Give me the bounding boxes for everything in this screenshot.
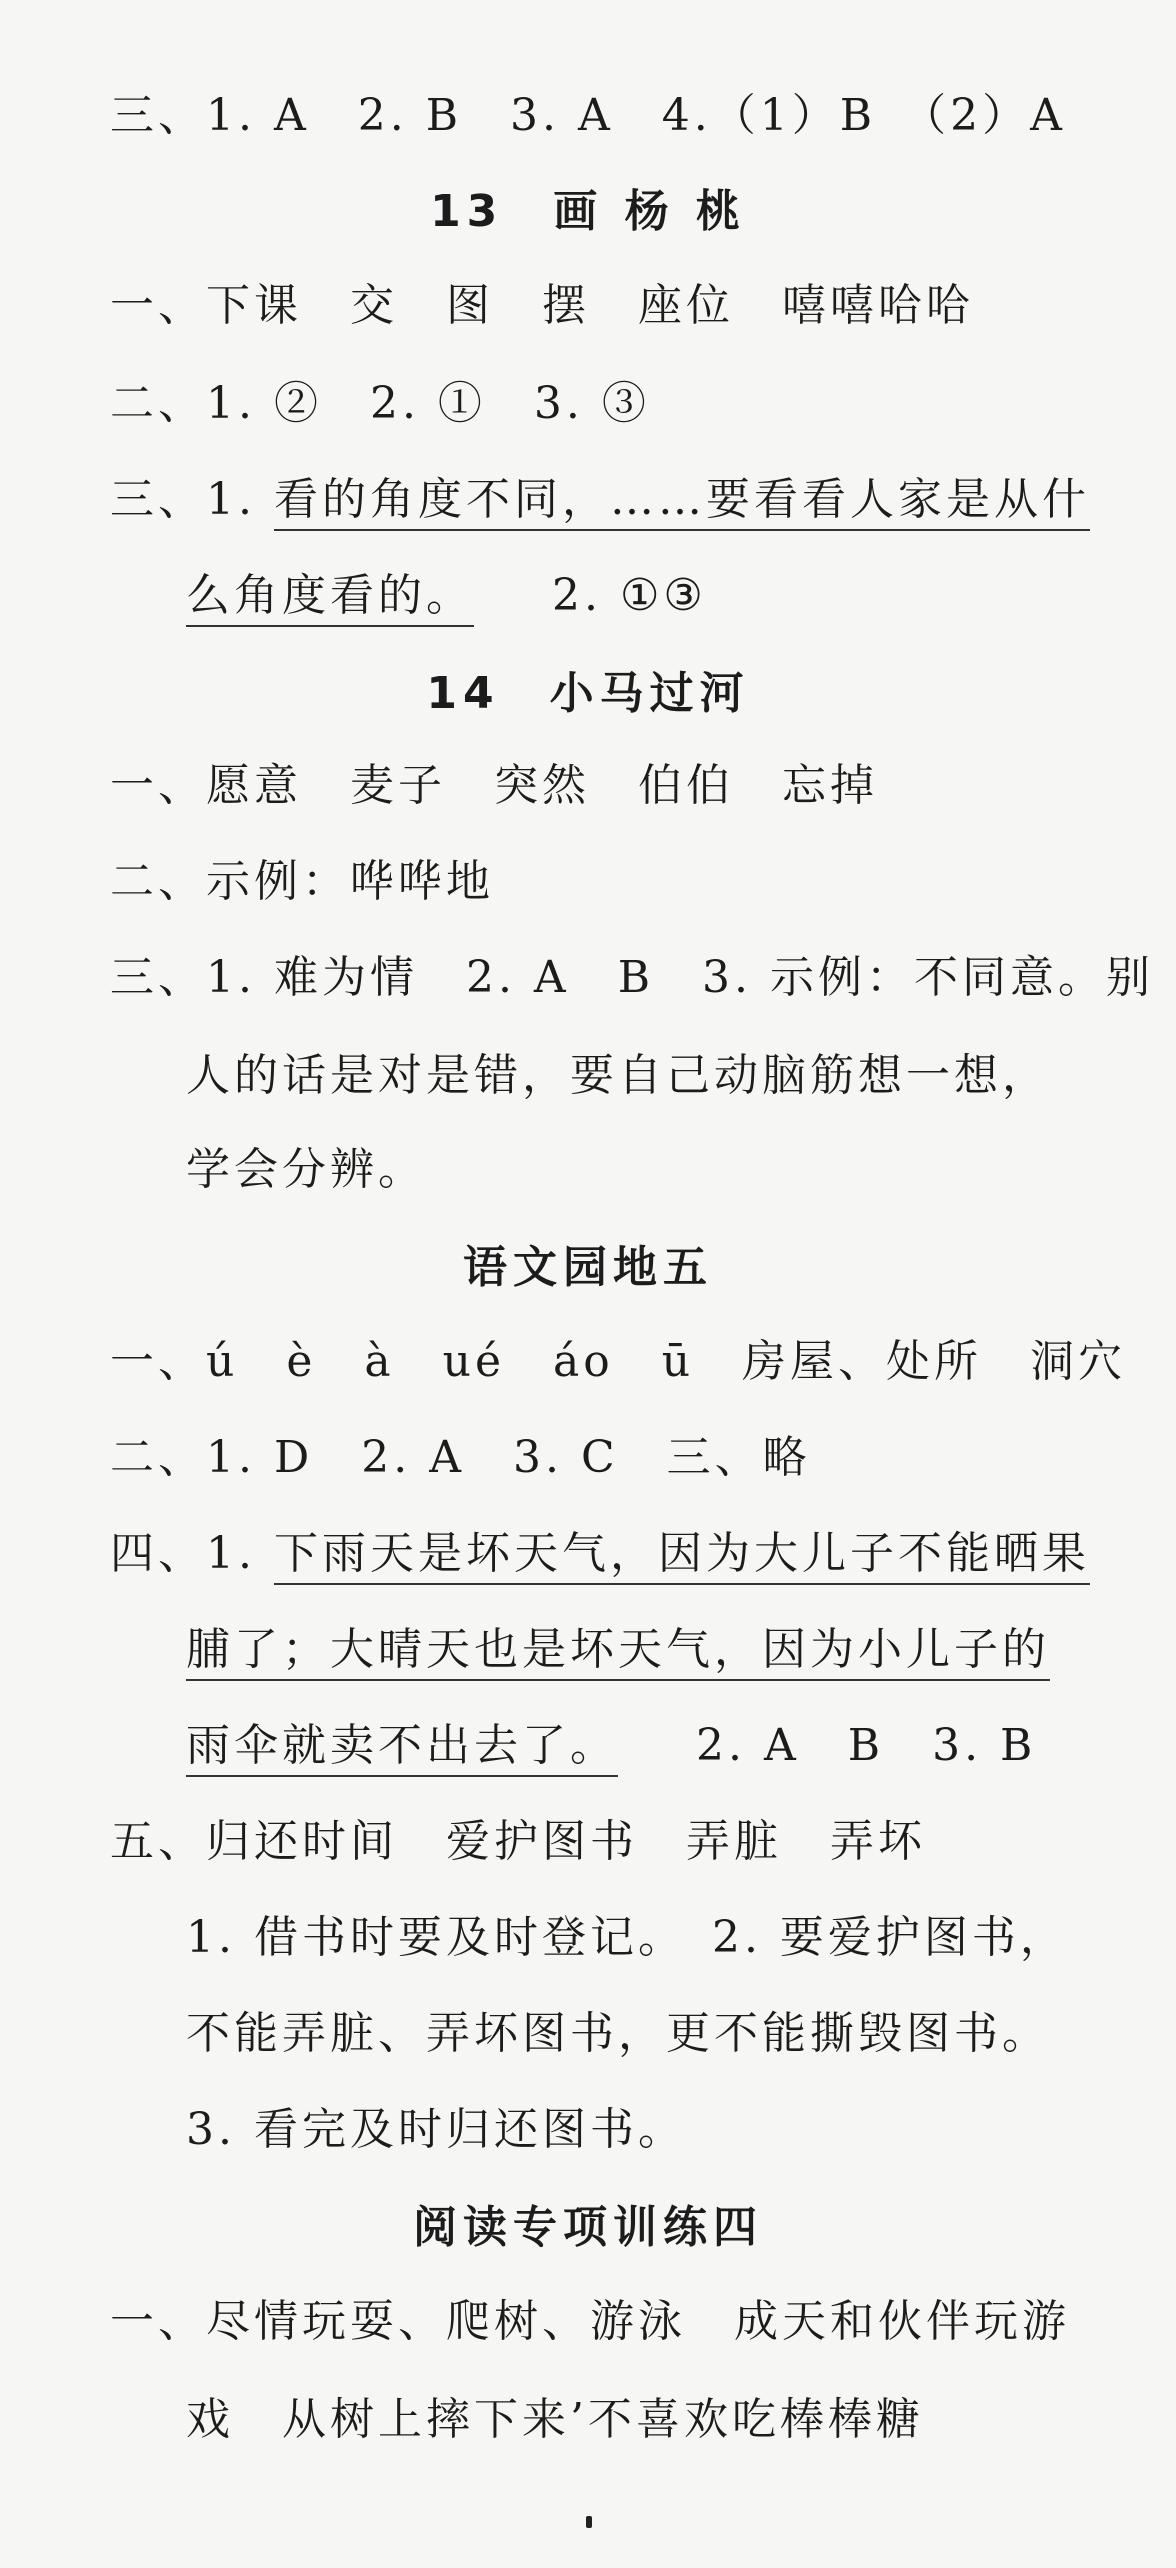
section-title-13: 13 画 杨 桃 (430, 186, 746, 237)
answer-line (186, 1620, 1176, 1680)
answer-line: 四、1. 下雨天是坏天气，因为大儿子不能晒果 (110, 1524, 1176, 1584)
answer-line: 一、愿意 麦子 突然 伯伯 忘掉 (110, 760, 878, 811)
answer-line: 三、1. 难为情 2. A B 3. 示例：不同意。别 (110, 952, 1155, 1003)
answer-line: 三、1. A 2. B 3. A 4.（1）B （2）A (110, 90, 1066, 141)
answer-line: 么角度看的。 2. ①③ (186, 566, 1176, 626)
section-title-unit5: 语文园地五 (463, 1242, 713, 1293)
page-mark (586, 2516, 592, 2528)
underlined-text: 脯了；大晴天也是坏天气，因为小儿子的 (186, 1624, 1050, 1681)
answer-line: 三、1. 看的角度不同，……要看看人家是从什 (110, 470, 1176, 530)
answer-line: 3. 看完及时归还图书。 (186, 2104, 686, 2155)
answer-line: 学会分辨。 (186, 1144, 426, 1195)
answer-line: 二、1. D 2. A 3. C 三、略 (110, 1432, 811, 1483)
underlined-text: 下雨天是坏天气，因为大儿子不能晒果 (274, 1528, 1090, 1585)
section-title-reading4: 阅读专项训练四 (413, 2202, 763, 2253)
answer-line: 一、下课 交 图 摆 座位 嘻嘻哈哈 (110, 280, 974, 331)
underlined-text: 看的角度不同，……要看看人家是从什 (274, 474, 1090, 531)
answer-line: 五、归还时间 爱护图书 弄脏 弄坏 (110, 1816, 926, 1867)
answer-line: 戏 从树上摔下来’不喜欢吃棒棒糖 (186, 2394, 924, 2445)
answer-line: 一、ú è à ué áo ū 房屋、处所 洞穴 (110, 1336, 1127, 1387)
answer-line: 二、1. ② 2. ① 3. ③ (110, 378, 650, 429)
answer-line: 不能弄脏、弄坏图书，更不能撕毁图书。 (186, 2008, 1050, 2059)
section-title-14: 14 小马过河 (426, 668, 750, 719)
answer-line: 雨伞就卖不出去了。 2. A B 3. B (186, 1716, 1176, 1776)
underlined-text: 么角度看的。 (186, 570, 474, 627)
answer-line: 二、示例：哗哗地 (110, 856, 494, 907)
answer-line: 人的话是对是错，要自己动脑筋想一想， (186, 1050, 1050, 1101)
underlined-text: 雨伞就卖不出去了。 (186, 1720, 618, 1777)
answer-line: 一、尽情玩耍、爬树、游泳 成天和伙伴玩游 (110, 2296, 1070, 2347)
answer-line: 1. 借书时要及时登记。 2. 要爱护图书， (186, 1912, 1068, 1963)
